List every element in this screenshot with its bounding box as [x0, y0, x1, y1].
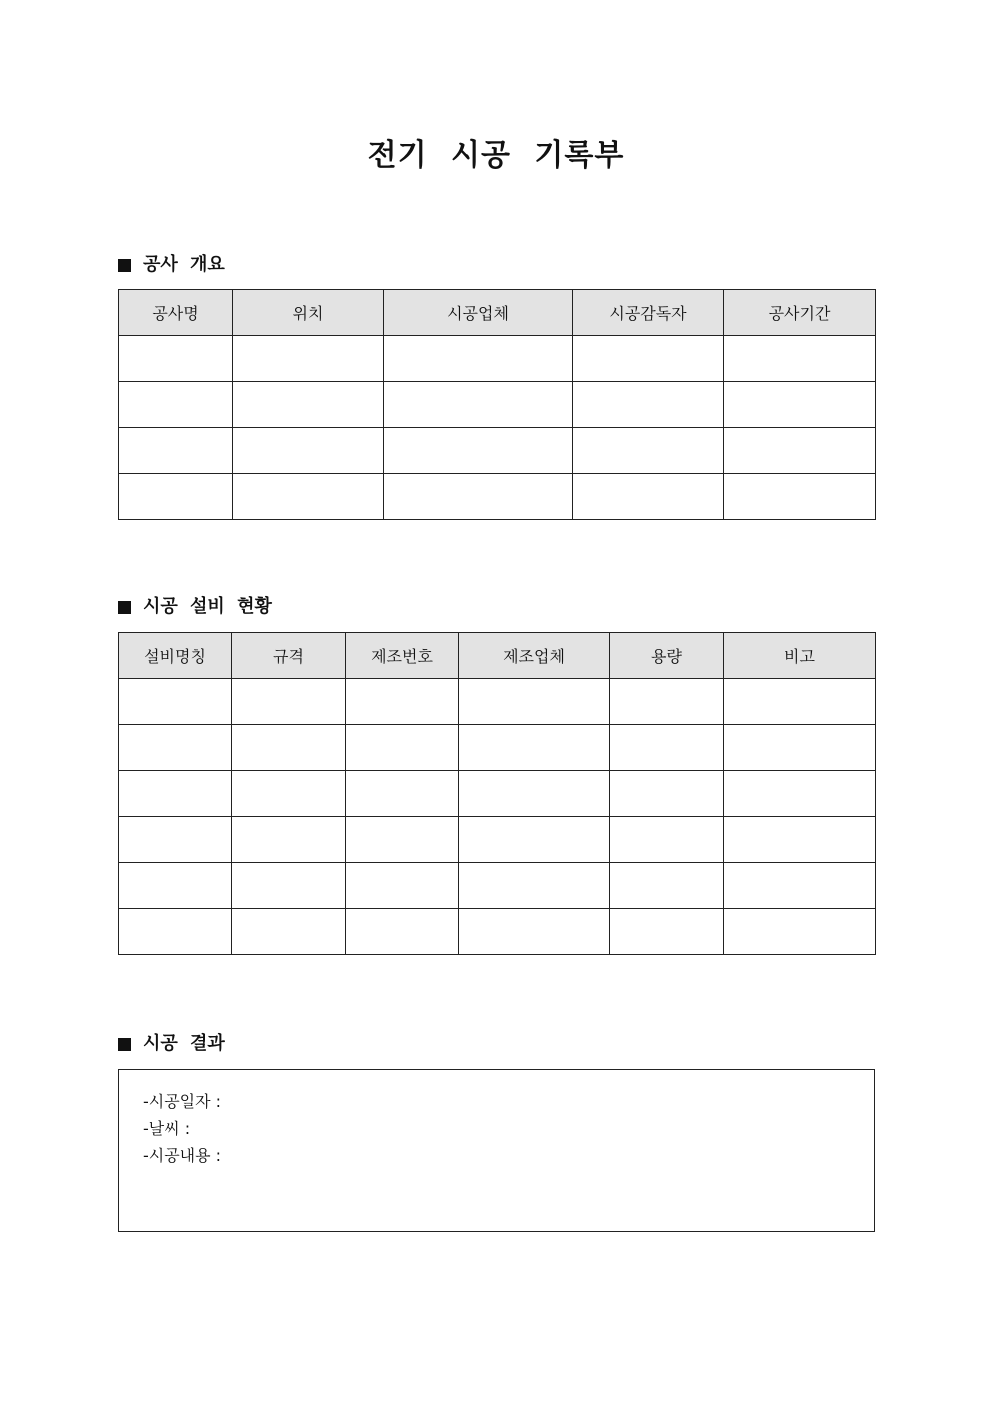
table-cell[interactable]	[119, 428, 233, 474]
result-box[interactable]	[118, 1069, 875, 1232]
table-row	[119, 428, 876, 474]
table-cell[interactable]	[119, 336, 233, 382]
weather-line: -날씨 :	[143, 1119, 191, 1138]
equipment-table	[118, 632, 876, 955]
overview-table	[118, 289, 876, 520]
column-header-supervisor: 시공감독자	[573, 290, 724, 336]
table-cell[interactable]	[459, 725, 610, 771]
table-cell[interactable]	[573, 336, 724, 382]
table-cell[interactable]	[724, 474, 876, 520]
column-header-period: 공사기간	[724, 290, 876, 336]
table-header-row	[119, 290, 876, 336]
table-cell[interactable]	[610, 771, 724, 817]
equipment-section-heading	[118, 594, 272, 620]
table-cell[interactable]	[346, 863, 459, 909]
table-cell[interactable]	[232, 909, 346, 955]
table-cell[interactable]	[233, 336, 384, 382]
construction-details-line: -시공내용 :	[143, 1146, 222, 1165]
table-cell[interactable]	[384, 382, 573, 428]
table-cell[interactable]	[724, 679, 876, 725]
table-row	[119, 771, 876, 817]
table-cell[interactable]	[384, 336, 573, 382]
column-header-location: 위치	[233, 290, 384, 336]
result-heading-label: 시공 결과	[143, 1033, 225, 1054]
table-row	[119, 336, 876, 382]
table-cell[interactable]	[573, 428, 724, 474]
table-cell[interactable]	[233, 474, 384, 520]
table-row	[119, 909, 876, 955]
table-cell[interactable]	[459, 771, 610, 817]
table-cell[interactable]	[459, 863, 610, 909]
table-cell[interactable]	[346, 817, 459, 863]
table-cell[interactable]	[232, 771, 346, 817]
overview-heading-label: 공사 개요	[143, 254, 225, 275]
table-cell[interactable]	[573, 382, 724, 428]
table-cell[interactable]	[232, 817, 346, 863]
page-title: 전기 시공 기록부	[367, 138, 625, 173]
table-row	[119, 474, 876, 520]
column-header-remarks: 비고	[724, 633, 876, 679]
table-row	[119, 817, 876, 863]
table-cell[interactable]	[346, 725, 459, 771]
table-cell[interactable]	[232, 863, 346, 909]
table-cell[interactable]	[119, 382, 233, 428]
table-cell[interactable]	[384, 428, 573, 474]
square-bullet-icon	[118, 601, 131, 614]
table-cell[interactable]	[610, 725, 724, 771]
square-bullet-icon	[118, 1038, 131, 1051]
table-cell[interactable]	[346, 679, 459, 725]
table-cell[interactable]	[459, 679, 610, 725]
table-row	[119, 863, 876, 909]
table-cell[interactable]	[724, 336, 876, 382]
table-header-row	[119, 633, 876, 679]
table-cell[interactable]	[119, 679, 232, 725]
table-cell[interactable]	[233, 428, 384, 474]
table-cell[interactable]	[119, 909, 232, 955]
table-cell[interactable]	[459, 817, 610, 863]
table-cell[interactable]	[459, 909, 610, 955]
table-row	[119, 725, 876, 771]
table-cell[interactable]	[233, 382, 384, 428]
table-cell[interactable]	[346, 771, 459, 817]
column-header-specification: 규격	[232, 633, 346, 679]
table-cell[interactable]	[119, 771, 232, 817]
column-header-serial-number: 제조번호	[346, 633, 459, 679]
column-header-contractor: 시공업체	[384, 290, 573, 336]
column-header-equipment-name: 설비명칭	[119, 633, 232, 679]
result-section-heading	[118, 1031, 225, 1057]
column-header-project-name: 공사명	[119, 290, 233, 336]
table-cell[interactable]	[232, 725, 346, 771]
equipment-heading-label: 시공 설비 현황	[143, 596, 272, 617]
table-cell[interactable]	[724, 771, 876, 817]
table-cell[interactable]	[384, 474, 573, 520]
column-header-capacity: 용량	[610, 633, 724, 679]
table-cell[interactable]	[724, 909, 876, 955]
overview-section-heading	[118, 252, 225, 278]
table-row	[119, 382, 876, 428]
table-cell[interactable]	[724, 725, 876, 771]
table-cell[interactable]	[610, 909, 724, 955]
table-cell[interactable]	[573, 474, 724, 520]
square-bullet-icon	[118, 259, 131, 272]
construction-date-line: -시공일자 :	[143, 1092, 222, 1111]
table-cell[interactable]	[610, 817, 724, 863]
table-cell[interactable]	[119, 817, 232, 863]
table-cell[interactable]	[610, 863, 724, 909]
table-cell[interactable]	[119, 725, 232, 771]
table-cell[interactable]	[724, 382, 876, 428]
table-row	[119, 679, 876, 725]
table-cell[interactable]	[346, 909, 459, 955]
table-cell[interactable]	[119, 863, 232, 909]
table-cell[interactable]	[724, 428, 876, 474]
table-cell[interactable]	[610, 679, 724, 725]
table-cell[interactable]	[232, 679, 346, 725]
table-cell[interactable]	[724, 863, 876, 909]
table-cell[interactable]	[119, 474, 233, 520]
column-header-manufacturer: 제조업체	[459, 633, 610, 679]
table-cell[interactable]	[724, 817, 876, 863]
